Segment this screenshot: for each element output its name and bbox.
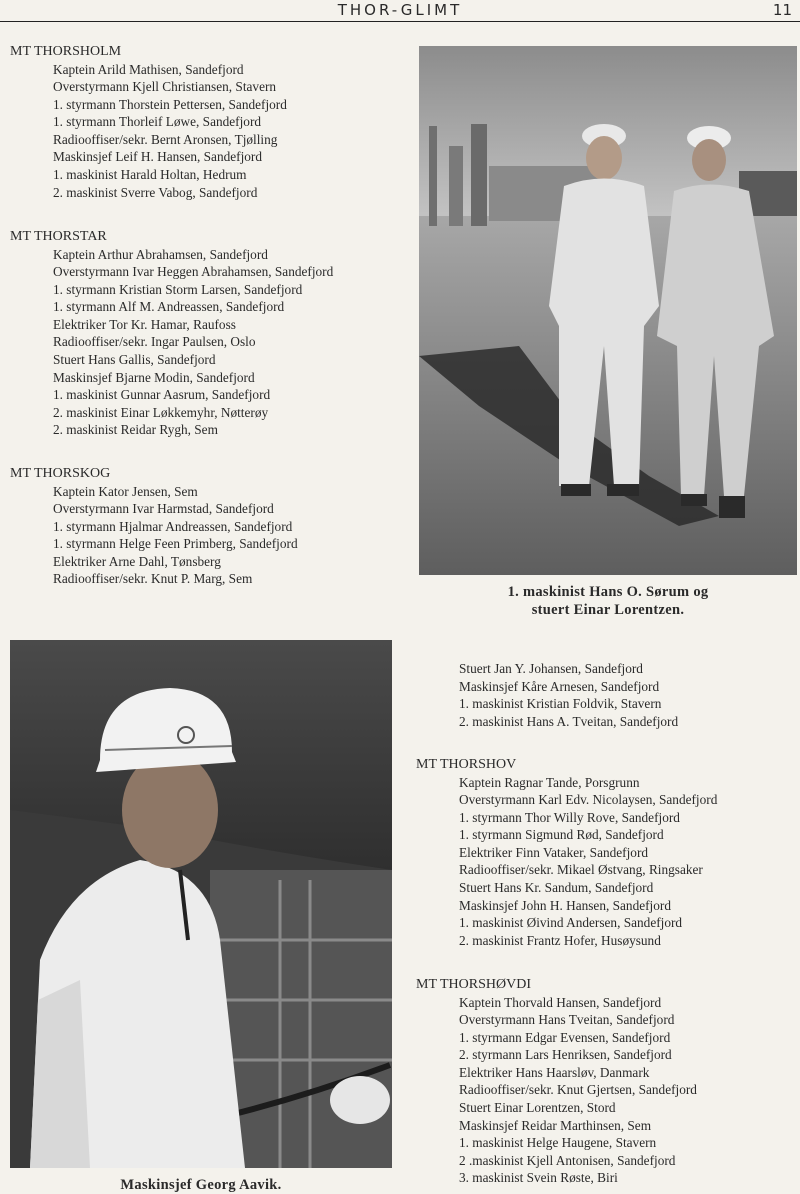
photo-georg-aavik [10,640,392,1168]
crew-list [416,994,697,1188]
section-thorsholm [10,43,287,201]
crew-member: Maskinsjef John H. Hansen, Sandefjord [459,897,671,913]
crew-member: Maskinsjef Leif H. Hansen, Sandefjord [53,149,263,165]
section-thorskog-continued [416,660,678,730]
photo-caption-bottom: Maskinsjef Georg Aavik. [120,1177,282,1193]
crew-member: Stuert Jan Y. Johansen, Sandefjord [459,661,643,676]
crew-member: Radiooffiser/sekr. Ingar Paulsen, Oslo [53,334,256,350]
crew-member: 1. styrmann Alf M. Andreassen, Sandefjord [53,299,285,315]
crew-member: 1. styrmann Sigmund Rød, Sandefjord [459,827,664,843]
section-thorshov [416,756,717,949]
ship-name: MT THORSHOLM [10,44,122,59]
crew-member: 1. styrmann Hjalmar Andreassen, Sandefjord [53,518,293,534]
crew-member: Elektriker Arne Dahl, Tønsberg [53,553,221,569]
crew-member: Overstyrmann Kjell Christiansen, Stavern [53,79,277,95]
crew-member: Overstyrmann Karl Edv. Nicolaysen, Sandefjord [459,792,718,808]
crew-member: Kaptein Arild Mathisen, Sandefjord [53,61,244,77]
crew-member: Kaptein Thorvald Hansen, Sandefjord [459,994,662,1010]
crew-member: 3. maskinist Svein Røste, Biri [459,1170,618,1186]
crew-member: 1. maskinist Gunnar Aasrum, Sandefjord [53,387,271,403]
crew-list [416,660,678,730]
crew-member: Radiooffiser/sekr. Knut P. Marg, Sem [53,571,253,587]
crew-list [416,774,717,950]
crew-member: 1. styrmann Thorstein Pettersen, Sandefjord [53,96,287,112]
crew-member: Overstyrmann Ivar Heggen Abrahamsen, Sandefjord [53,264,334,280]
header-rule [0,21,800,22]
ship-name: MT THORSTAR [10,229,107,244]
crew-member: Overstyrmann Hans Tveitan, Sandefjord [459,1012,675,1028]
section-thorshovdi [416,976,697,1187]
crew-member: Stuert Hans Gallis, Sandefjord [53,352,216,368]
crew-member: Radiooffiser/sekr. Knut Gjertsen, Sandefjord [459,1082,697,1098]
ship-name: MT THORSKOG [10,466,111,481]
caption-line: 1. maskinist Hans O. Sørum og [507,584,709,600]
crew-member: 1. maskinist Helge Haugene, Stavern [459,1135,657,1151]
crew-member: 1. styrmann Edgar Evensen, Sandefjord [459,1029,671,1045]
crew-member: 1. maskinist Øivind Andersen, Sandefjord [459,915,683,931]
crew-member: Elektriker Tor Kr. Hamar, Raufoss [53,316,236,332]
crew-member: 1. styrmann Thorleif Løwe, Sandefjord [53,114,262,130]
crew-member: Elektriker Hans Haarsløv, Danmark [459,1064,650,1080]
crew-member: 1. styrmann Kristian Storm Larsen, Sandefjord [53,281,303,297]
crew-member: Maskinsjef Kåre Arnesen, Sandefjord [459,678,660,694]
crew-member: 2. maskinist Sverre Vabog, Sandefjord [53,184,258,200]
crew-member: 2 .maskinist Kjell Antonisen, Sandefjord [459,1152,676,1168]
crew-member: 2. styrmann Lars Henriksen, Sandefjord [459,1047,672,1063]
crew-list [10,483,298,589]
crew-member: 1. maskinist Kristian Foldvik, Stavern [459,696,662,712]
crew-member: 1. maskinist Harald Holtan, Hedrum [53,167,247,183]
crew-member: 1. styrmann Helge Feen Primberg, Sandefjord [53,536,298,552]
page-header-title: THOR-GLIMT [337,1,463,19]
crew-member: Elektriker Finn Vataker, Sandefjord [459,844,649,860]
crew-list [10,246,333,440]
crew-member: 1. styrmann Thor Willy Rove, Sandefjord [459,809,680,825]
crew-member: 2. maskinist Reidar Rygh, Sem [53,422,218,438]
crew-member: Stuert Einar Lorentzen, Stord [459,1100,616,1116]
crew-member: Kaptein Ragnar Tande, Porsgrunn [459,774,640,790]
crew-member: 2. maskinist Hans A. Tveitan, Sandefjord [459,713,679,729]
crew-member: 2. maskinist Einar Løkkemyhr, Nøtterøy [53,404,269,420]
crew-member: Radiooffiser/sekr. Mikael Østvang, Ringsaker [459,862,703,878]
page-number: 11 [772,1,792,19]
crew-member: 2. maskinist Frantz Hofer, Husøysund [459,932,661,948]
crew-member: Stuert Hans Kr. Sandum, Sandefjord [459,880,654,896]
crew-member: Kaptein Arthur Abrahamsen, Sandefjord [53,246,268,262]
ship-name: MT THORSHØVDI [416,977,531,992]
section-thorskog [10,465,298,588]
crew-member: Kaptein Kator Jensen, Sem [53,483,198,499]
crew-member: Maskinsjef Reidar Marthinsen, Sem [459,1117,652,1133]
crew-member: Maskinsjef Bjarne Modin, Sandefjord [53,369,255,385]
ship-name: MT THORSHOV [416,757,517,772]
caption-line: stuert Einar Lorentzen. [531,602,685,618]
photo-caption-top [419,583,797,619]
section-thorstar [10,228,333,439]
crew-member: Overstyrmann Ivar Harmstad, Sandefjord [53,501,274,517]
crew-member: Radiooffiser/sekr. Bernt Aronsen, Tjølling [53,131,278,147]
crew-list [10,61,287,202]
photo-two-men [419,46,797,575]
